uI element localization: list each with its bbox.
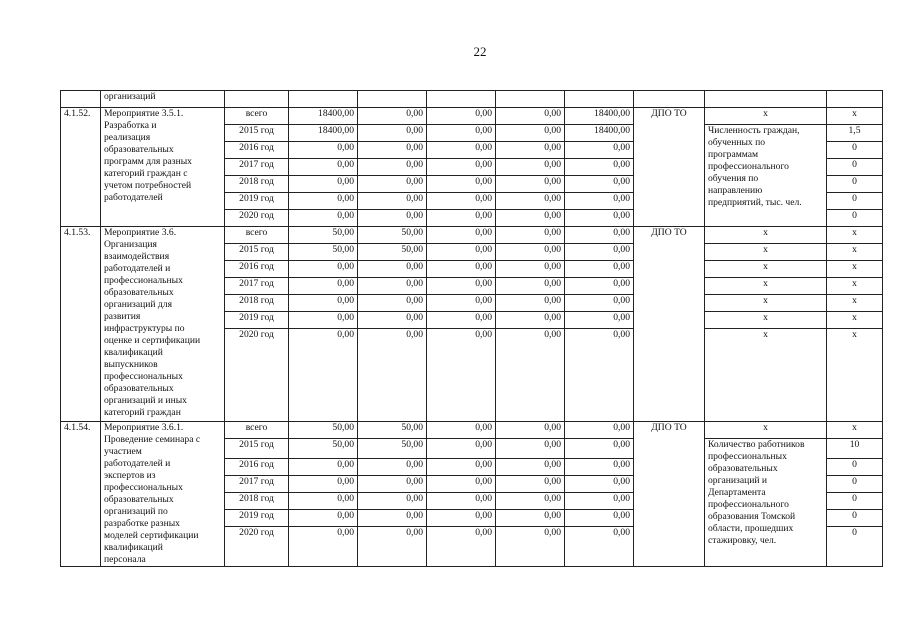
indicator-name: х [705,312,827,329]
amount-regional: 0,00 [427,244,496,261]
indicator-name: х [705,108,827,125]
amount-total: 0,00 [289,312,358,329]
amount-federal: 0,00 [358,527,427,567]
year-label: 2019 год [225,193,289,210]
amount-local: 0,00 [496,176,565,193]
indicator-value: х [827,278,883,295]
year-label: 2016 год [225,261,289,278]
amount-regional: 0,00 [427,527,496,567]
amount-total: 0,00 [289,476,358,493]
amount-federal: 0,00 [358,493,427,510]
amount-federal: 50,00 [358,227,427,244]
indicator-value: х [827,329,883,422]
indicator-value: х [827,312,883,329]
amount-local: 0,00 [496,193,565,210]
amount-other: 0,00 [565,261,634,278]
amount-total: 50,00 [289,244,358,261]
year-label: всего [225,422,289,439]
amount-federal: 0,00 [358,159,427,176]
amount-federal: 0,00 [358,278,427,295]
amount-local: 0,00 [496,510,565,527]
activity-code: 4.1.53. [61,227,101,422]
table-row [61,108,883,125]
indicator-value: х [827,244,883,261]
amount-total: 50,00 [289,227,358,244]
amount-local: 0,00 [496,210,565,227]
amount-local: 0,00 [496,261,565,278]
amount-regional: 0,00 [427,439,496,459]
amount-regional: 0,00 [427,210,496,227]
amount-federal: 50,00 [358,439,427,459]
amount-local: 0,00 [496,493,565,510]
amount-federal: 0,00 [358,459,427,476]
year-label: 2017 год [225,278,289,295]
amount-other: 0,00 [565,142,634,159]
year-label: 2018 год [225,493,289,510]
executor: ДПО ТО [634,227,705,422]
amount-total: 0,00 [289,510,358,527]
amount-total: 18400,00 [289,108,358,125]
amount-federal: 0,00 [358,125,427,142]
year-label: всего [225,108,289,125]
year-label: 2019 год [225,312,289,329]
indicator-value: 0 [827,193,883,210]
year-label: 2015 год [225,439,289,459]
amount-other: 0,00 [565,312,634,329]
amount-federal: 0,00 [358,329,427,422]
amount-local: 0,00 [496,329,565,422]
amount-regional: 0,00 [427,108,496,125]
amount-local: 0,00 [496,159,565,176]
amount-local: 0,00 [496,459,565,476]
amount-regional: 0,00 [427,261,496,278]
amount-regional: 0,00 [427,510,496,527]
amount-regional: 0,00 [427,476,496,493]
amount-federal: 0,00 [358,108,427,125]
indicator-value: 0 [827,142,883,159]
activity-name-tail: организаций [101,91,225,108]
amount-other: 18400,00 [565,108,634,125]
amount-local: 0,00 [496,527,565,567]
amount-total: 0,00 [289,527,358,567]
amount-regional: 0,00 [427,227,496,244]
amount-other: 0,00 [565,295,634,312]
amount-federal: 0,00 [358,476,427,493]
activity-name: Мероприятие 3.6.1. Проведение семинара с участием работодателей и экспертов из профессиональных образовательных организаций по разработке разных моделей сертификации квалификаций персонала [101,422,225,567]
table-row [61,227,883,244]
year-label: 2017 год [225,476,289,493]
amount-local: 0,00 [496,476,565,493]
amount-local: 0,00 [496,278,565,295]
indicator-name: х [705,244,827,261]
amount-total: 0,00 [289,159,358,176]
amount-federal: 0,00 [358,210,427,227]
amount-regional: 0,00 [427,125,496,142]
year-label: всего [225,227,289,244]
amount-regional: 0,00 [427,193,496,210]
cell-code [61,91,101,108]
indicator-name: Количество работников профессиональных образовательных организаций и Департамента профессионального образования Томской области, прошедших стажировку, чел. [705,439,827,567]
amount-total: 0,00 [289,295,358,312]
amount-federal: 0,00 [358,176,427,193]
amount-total: 0,00 [289,193,358,210]
year-label: 2015 год [225,125,289,142]
amount-federal: 0,00 [358,295,427,312]
indicator-name: х [705,422,827,439]
amount-local: 0,00 [496,295,565,312]
indicator-value: х [827,261,883,278]
amount-local: 0,00 [496,108,565,125]
amount-federal: 0,00 [358,312,427,329]
amount-local: 0,00 [496,227,565,244]
activity-code: 4.1.52. [61,108,101,227]
amount-other: 0,00 [565,210,634,227]
amount-total: 0,00 [289,459,358,476]
indicator-name: Численность граждан, обученных по программам профессионального обучения по направлению предприятий, тыс. чел. [705,125,827,227]
amount-other: 0,00 [565,244,634,261]
amount-other: 0,00 [565,329,634,422]
amount-other: 0,00 [565,459,634,476]
amount-local: 0,00 [496,422,565,439]
amount-local: 0,00 [496,244,565,261]
amount-total: 18400,00 [289,125,358,142]
amount-regional: 0,00 [427,329,496,422]
amount-total: 0,00 [289,210,358,227]
amount-local: 0,00 [496,125,565,142]
indicator-value: х [827,108,883,125]
amount-regional: 0,00 [427,142,496,159]
year-label: 2018 год [225,295,289,312]
indicator-value: 0 [827,493,883,510]
indicator-name: х [705,295,827,312]
year-label: 2015 год [225,244,289,261]
amount-other: 0,00 [565,439,634,459]
activity-name: Мероприятие 3.5.1. Разработка и реализация образовательных программ для разных категорий граждан с учетом потребностей работодателей [101,108,225,227]
amount-federal: 0,00 [358,261,427,278]
amount-other: 0,00 [565,278,634,295]
amount-other: 0,00 [565,510,634,527]
indicator-value: 0 [827,510,883,527]
indicator-value: 1,5 [827,125,883,142]
indicator-value: х [827,227,883,244]
indicator-name: х [705,261,827,278]
indicator-name: х [705,278,827,295]
table-row [61,91,883,108]
amount-total: 0,00 [289,329,358,422]
amount-other: 0,00 [565,159,634,176]
amount-local: 0,00 [496,439,565,459]
year-label: 2020 год [225,329,289,422]
activity-code: 4.1.54. [61,422,101,567]
amount-total: 0,00 [289,493,358,510]
year-label: 2016 год [225,459,289,476]
amount-other: 0,00 [565,422,634,439]
amount-other: 0,00 [565,476,634,493]
indicator-value: х [827,422,883,439]
year-label: 2020 год [225,210,289,227]
indicator-value: 0 [827,476,883,493]
amount-total: 50,00 [289,422,358,439]
amount-local: 0,00 [496,142,565,159]
amount-regional: 0,00 [427,422,496,439]
year-label: 2019 год [225,510,289,527]
amount-regional: 0,00 [427,312,496,329]
indicator-value: 10 [827,439,883,459]
amount-federal: 50,00 [358,422,427,439]
amount-regional: 0,00 [427,493,496,510]
amount-other: 0,00 [565,493,634,510]
amount-other: 0,00 [565,227,634,244]
amount-regional: 0,00 [427,176,496,193]
indicator-value: х [827,295,883,312]
amount-other: 18400,00 [565,125,634,142]
year-label: 2017 год [225,159,289,176]
executor: ДПО ТО [634,422,705,567]
amount-other: 0,00 [565,527,634,567]
indicator-value: 0 [827,459,883,476]
activity-name: Мероприятие 3.6. Организация взаимодействия работодателей и профессиональных образовательных организаций для развития инфраструктуры по оценке и сертификации квалификаций выпускников профессиональных образовательных организаций и иных категорий граждан [101,227,225,422]
indicator-value: 0 [827,176,883,193]
year-label: 2020 год [225,527,289,567]
amount-federal: 0,00 [358,142,427,159]
amount-total: 0,00 [289,142,358,159]
amount-regional: 0,00 [427,295,496,312]
amount-total: 0,00 [289,176,358,193]
amount-regional: 0,00 [427,459,496,476]
year-label: 2018 год [225,176,289,193]
table-row [61,422,883,439]
amount-federal: 50,00 [358,244,427,261]
amount-federal: 0,00 [358,510,427,527]
amount-local: 0,00 [496,312,565,329]
amount-other: 0,00 [565,193,634,210]
page-number: 22 [473,44,487,59]
indicator-value: 0 [827,210,883,227]
indicator-name: х [705,227,827,244]
amount-federal: 0,00 [358,193,427,210]
indicator-value: 0 [827,527,883,567]
amount-other: 0,00 [565,176,634,193]
program-activities-table [60,90,883,567]
indicator-name: х [705,329,827,422]
amount-total: 0,00 [289,278,358,295]
amount-total: 50,00 [289,439,358,459]
indicator-value: 0 [827,159,883,176]
year-label: 2016 год [225,142,289,159]
amount-regional: 0,00 [427,159,496,176]
amount-regional: 0,00 [427,278,496,295]
amount-total: 0,00 [289,261,358,278]
executor: ДПО ТО [634,108,705,227]
